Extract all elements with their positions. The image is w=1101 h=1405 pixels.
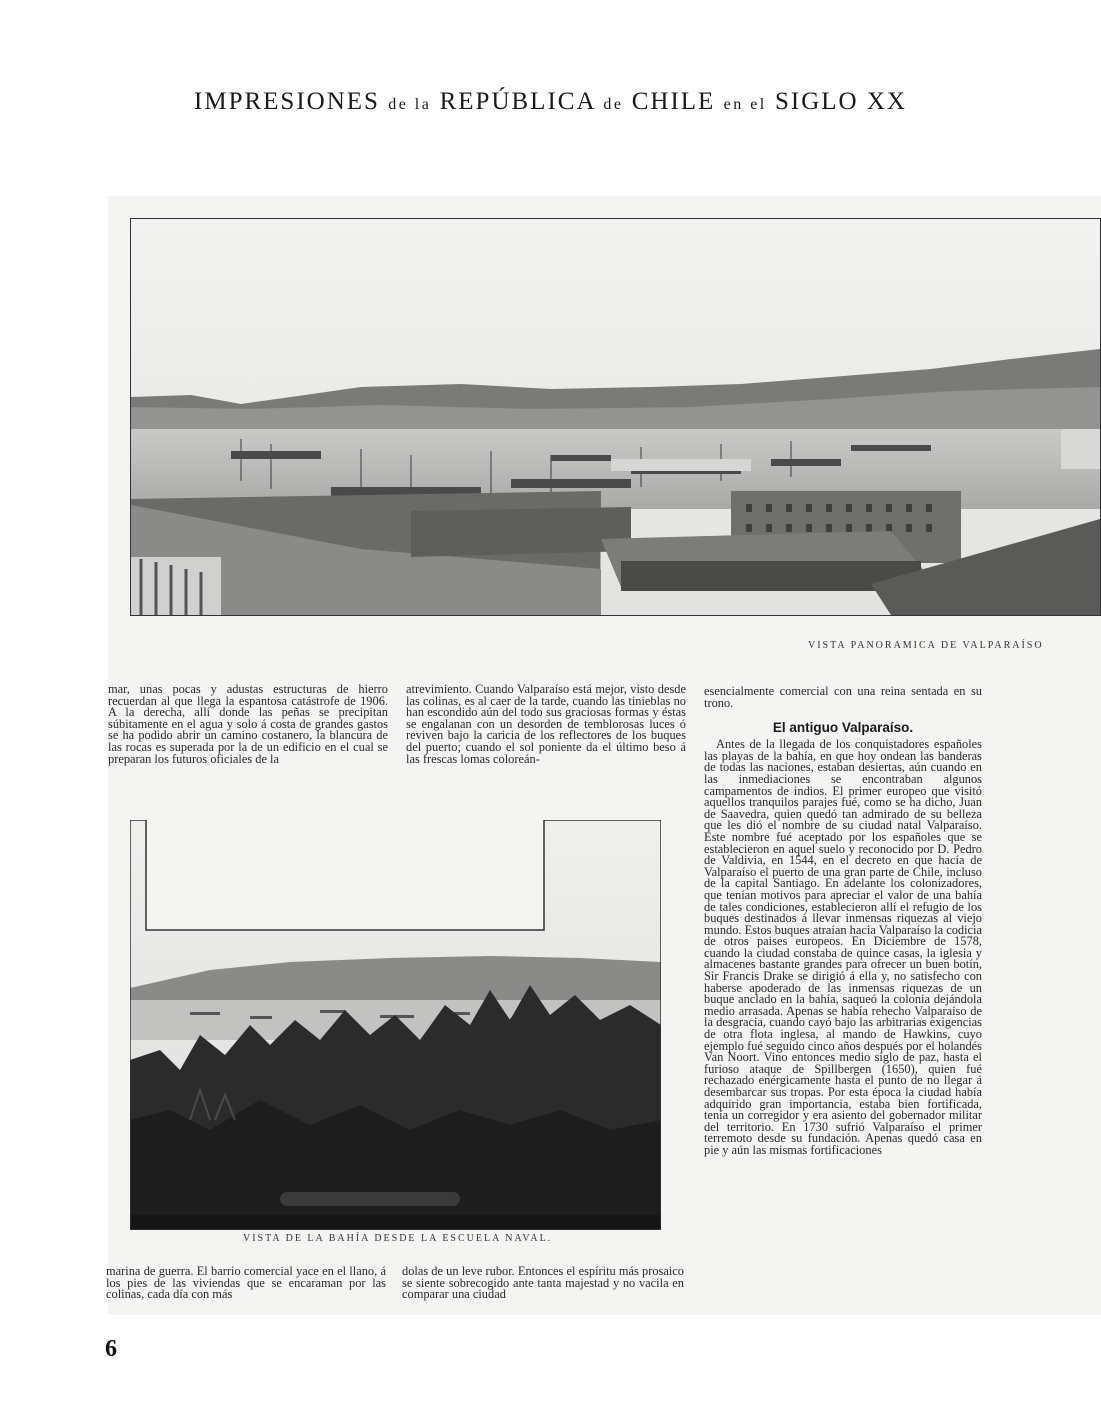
- header-word: de la: [388, 96, 432, 113]
- panorama-photo: [130, 218, 1101, 616]
- column-2-bottom: [402, 1266, 684, 1301]
- bay-photo: [130, 820, 661, 1230]
- header-word: de: [603, 96, 624, 113]
- page-number: 6: [105, 1336, 117, 1362]
- paragraph: marina de guerra. El barrio comercial yace en el llano, á los pies de las viviendas que se encaraman por las colinas, cada día con más: [106, 1264, 386, 1302]
- paragraph: mar, unas pocas y adustas estructuras de hierro recuerdan al que llega la espantosa catástrofe de 1906. A la derecha, allí donde las peñas se precipitan súbitamente en el agua y solo á costa de grandes gastos se ha podido abrir un camino costanero, la blancura de las rocas es superada por la de un edificio en el cual se preparan los futuros oficiales de la: [108, 682, 388, 766]
- header-word: en el: [723, 96, 767, 113]
- panorama-caption: VISTA PANORAMICA DE VALPARAÍSO: [808, 640, 1044, 651]
- paragraph: dolas de un leve rubor. Entonces el espíritu más prosaico se siente sobrecogido ante tanta majestad y no vacila en comparar una ciudad: [402, 1264, 684, 1302]
- running-header: [0, 88, 1101, 116]
- header-word: SIGLO XX: [775, 88, 907, 115]
- header-word: IMPRESIONES: [194, 88, 380, 115]
- section-heading: El antiguo Valparaíso.: [772, 720, 914, 736]
- header-word: CHILE: [631, 88, 716, 115]
- bay-caption: VISTA DE LA BAHÍA DESDE LA ESCUELA NAVAL.: [243, 1233, 553, 1244]
- header-word: REPÚBLICA: [439, 88, 596, 115]
- column-1-bottom: [106, 1266, 386, 1301]
- column-3: [704, 686, 982, 1157]
- paragraph: atrevimiento. Cuando Valparaíso está mejor, visto desde las colinas, es al caer de la tarde, cuando las tinieblas no han escondido aún del todo sus graciosas formas y éstas se engalanan con un desorden de temblorosas luces ó reviven bajo la caricia de los reflectores de los buques del puerto; cuando el sol poniente da el último beso á las frescas lomas coloreán-: [406, 682, 686, 766]
- column-2-top: [406, 684, 686, 765]
- paragraph: esencialmente comercial con una reina sentada en su trono.: [704, 684, 982, 710]
- column-1-top: [108, 684, 388, 765]
- paragraph: Antes de la llegada de los conquistadores españoles las playas de la bahía, en que hoy ondean las banderas de todas las naciones, estaban desiertas, aún cuando en las inmediaciones se encontraban algunos campamentos de indios. El primer europeo que visitó aquellos tranquilos parajes fué, como se ha dicho, Juan de Saavedra, quien quedó tan admirado de su belleza que les dió el nombre de su ciudad natal Valparaíso. Este nombre fué aceptado por los españoles que se establecieron en aquel suelo y reconocido por D. Pedro de Valdivia, en 1544, en el decreto en que hacía de Valparaíso el puerto de una gran parte de Chile, incluso de la capital Santiago. En adelante los colonizadores, que tenían motivos para apreciar el valor de una bahía de tales condiciones, establecieron allí el refugio de los buques destinados á llevar inmensas riquezas al viejo mundo. Estos buques atraían hacia Valparaíso la codicia de otros paises europeos. En Diciembre de 1578, cuando la ciudad constaba de quince casas, la iglesia y almacenes bastante grandes para ofrecer un buen botín, Sir Francis Drake se dirigió á ella y, no satisfecho con haberse apoderado de las inmensas riquezas de un buque anclado en la bahía, saqueó la colonia dejándola medio arrasada. Apenas se había rehecho Valparaíso de la desgracia, cuando cayó bajo las arbitrarias exigencias de otra flota inglesa, al mando de Hawkins, cuyo ejemplo fué seguido cinco años después por el holandés Van Noort. Vino entonces medio siglo de paz, hasta el furioso ataque de Spillbergen (1650), quien fué rechazado enérgicamente hasta el punto de no llegar á desembarcar sus tropas. Por esta época la ciudad había adquirido gran importancia, estaba bien fortificada, tenía un corregidor y era asiento del gobernador militar del territorio. En 1730 sufrió Valparaíso el primer terremoto desde su fundación. Apenas quedó casa en pie y aún las mismas fortificaciones: [704, 737, 982, 1157]
